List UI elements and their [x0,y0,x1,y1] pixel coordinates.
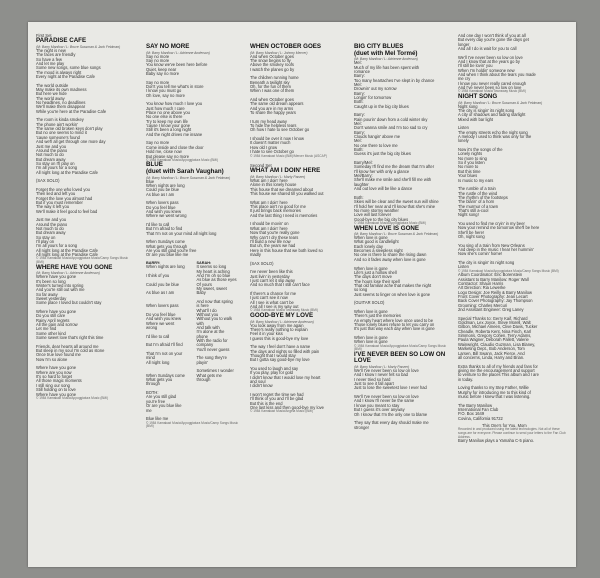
column-5 [458,34,568,443]
song-lyrics: Where have you gone It's been so long Winter's turned into spring And you're still out with me So far away Sweet yesterday Some place I loved but couldn't stay Where have you gone Do you still care Rainy April regrets All the pain and sorrow Let me find Some other kind Some sweet love that's right this time Friends, dear hearts all around me But sleep in my soul I'm cold as stone Once true love found me Now I'm so alone Where have you gone Where are you now It's so hard to forget All those magic moments I still sing our song Still holding on to love Where have you gone [36,274,105,397]
copyright-note: © 1984 Kamakazi Music/Appoggiatura Music (BMI) [36,395,109,400]
second-set-label: Second Set [250,163,272,169]
song-title-night-song: NIGHT SONG [458,93,498,101]
song-title-blue: BLUE [146,161,163,169]
song-lyrics: Mel: Much of my life has been spent with romance Barry: Too many heartaches I've slept in by chance Mel: Drownin' out my sorrow Barry: Longin' for tomorrow Both: Caught up in the big city blues Barry: Rain pourin' down from a cold winter sky Mel: Don't wanna smile and I'm too sad to cry Barry: Clouds hangin' above me Mel: No one there to love me Both: Guess it's just the big city blues Barry/Mel: Someday I'll find me the dream that I'm after I'll know her with only a glance Mel/Barry: She'll make me smile and she'll fill me with laughter And out love will be like a dance Both: Skies will be clear and the sweet sun will shine I'll hold her near and I'll know that she's mine No more stormy weather Love will last forever Good-bye to the big city blues [354,60,439,222]
duet-lyrics-sarah: It seems so long My heart is aching And I'm oh so blue As blue as those eyes Of yours My sweet, sweet Baby And now that spring is here What'll I do Without you Without you to walk with And talk with I'm alone at the phone With the radio for company You'll never guess The song they're playin' Sometimes I wonder What gets me through [196,264,237,383]
song-title-say-no-more: SAY NO MORE [146,43,190,50]
column-2 [146,34,243,429]
song-credit: (M: Barry Manilow / L: Adrienne Anderson) [250,319,314,324]
song-title-ive-never-been-so-low-on-love: I'VE NEVER BEEN SO LOW ON LOVE [354,350,447,365]
song-lyrics: We'll I've never been so low on love And I know I never felt so bad I never tried so hard Just to see it fall apart Just to lose the sweetest love I ever had We'll I've never been so low on love And I know I'll never be the same I know you meant to stay But I guess it's over anyway Oh I know that I'm the only one to blame They say that every day should make me stronger [354,368,429,430]
song-credit: (M: Barry Manilow / L: Marty Panzer) [250,175,306,180]
song-title-when-love-is-gone: WHEN LOVE IS GONE [354,224,419,232]
album-credits: Album Coordinator: Eric Borenstein Assistant to Barry Manilow: Roger Wall Contractor: Shaun Harris Art Direction: Ria Lewerke Logo Design: Joe Reilly & Barry Manilow Front Cover Photography: Jean Lecart Back Cover Photography: Jay Thompson Grooming: Charles Mercuri 2nd Assistant Engineer: Greg Laney Special Thanks to: Gerry Kaif, Richard Goldman, Lex Joyce, Steve Morell, Walt Gilbon, Michael Ameen, Clive Davis, Tucker Cheadle, Roberta Kent, Nina Finch, Karl Simmons, Gregory Cohen, Terry Adams, Paula Wagner, Deborah Pallett, Valerie Wainwright, Claudio Guzman, Lisa Blaney, Marketing Dept., Bob Anderson, Tom Larsen, Bill Swann, Jack Pierce, And all concerns, Linda, Harry and Brian. Extra thanks to all of my friends and fans for giving me the encouragement and support to venture to the places This album and I are in today. Loving thanks to my Step Father, Willie Murphy for introducing me to this kind of music before I knew that I was listening. The Barry Manilow International Fan Club P.O. Box 1649 Covina, California 91722 [458,272,539,421]
song-credit: (M: Barry Manilow / L: Adrienne Anderson) [354,57,418,62]
song-credit: (M: Barry Manilow / L: Bruce Sussman & Jack Feldman) [354,232,439,237]
duet-label-sarah: SARAH: [196,260,212,265]
song-subtitle-duet: (duet with Sarah Vaughan) [146,168,224,176]
piano-note: Barry Manilow plays a Yamaha C-5 piano. [458,438,535,444]
song-title-paradise-cafe: PARADISE CAFE [36,37,87,45]
song-title-good-bye-my-love: GOOD-BYE MY LOVE [250,311,314,319]
song-lyrics: The night is new The faces are friendly So have a few And let me play Some new songs, some blue songs The mood is always right Every night at the Paradise Cafe The world outside May make its own madness But here we hide The world away No headlines, no deadlines We'll make them disappear While you're here at the Paradise Cafe The room is kinda smokey The phone ain't workin' The same old broken keys don't play But no one seems to mind it 'cause someone's found And we'll all get through one more day Just me and you Around the piano Not much to do But dream away So stay on I'll play on I'm all yours for a song All night long at the Paradise Cafe (SAX SOLO) Forget the one who loved you Then lied and left you Forget the love you almost had But if you must remember The way it left you We'll make it feel good to feel bad Just me and you Around the piano Not much to do But dream away So stay on I'll play on I'm all yours for a song All night long at the Paradise Cafe All night long at the Paradise Cafe [36,47,107,258]
column-4 [354,34,451,430]
song-lyrics-continued: And one day I won't think of you at all But every day you're gone the days get longer And all I do is wait for you to call We'll I've never been so low on love And I know that at the years go by I'll still be lovin' you When I'm holdin' someone new And when I think about the tears you made me cry I know you never really cared enough And I've never been so low on love [458,33,536,91]
copyright-note: © 1984 Kamakazi Music/Appoggiatura Music/Camp Songs Music (BMI) [146,420,239,429]
duet-parts [146,261,243,422]
song-lyrics: Blue When nights are long Could you be blue As blue as I am When lovers pass Do you feel blue And wish you knew Where we went wrong I'd like to call But I'm afraid to find That I'm not on your mind all night long When Sundays come What gets you through Are you still glad you're free Or are you blue like me [146,178,217,258]
dedication: This One's for You, Mom [482,423,527,428]
album-lyric-sleeve [28,22,576,567]
copyright-note: © 1984 Kamakazi Music (BMI)/Mercer Music (ASCAP) [250,153,327,158]
song-subtitle-duet: (duet with Mel Tormé) [354,49,418,57]
song-title-what-am-i-doin-here: WHAT AM I DOIN' HERE [250,167,321,175]
copyright-note: © 1984 Kamakazi Music/Angela Music (BMI) [250,409,314,414]
song-lyrics: When love is gone What good is candlelight Each lonely day Becomes a sleepless night No one is there to share the rising dawn And so it fades away when love is gone When love is gone Life's just a hollow shell The days don't move The hours lose their spell That old familiar ache that makes the night so long Just seems to linger on when love is gone (GUITAR SOLO) When love is gone There's just the memories An empty heart where love once used to be Those lonely blues refuse to let you carry on It's just that way each day when love is gone When love is gone When love is gone [354,235,435,345]
song-title-where-have-you-gone: WHERE HAVE YOU GONE [36,263,113,271]
column-1 [36,34,133,400]
song-credit: (M: Barry Manilow / L: Adrienne Anderson) [36,271,100,276]
song-credit: (M: Barry Manilow / L: Adrienne Anderson) [146,50,210,55]
song-lyrics: Night song The city is singin' its night song A city of shadows and fading starlight Mixed with bar light Listen The empty streets echo the night song A melody I used to think was only for the lonely Now it's the songs of the Lonely nights No more to sing So if you listen No more to But this time Your blues Is music to my ears The rumble of a train The rustle of the wind The rhythm of the footsteps The blarin' of a horn The murmur of a town That's still a-cool Night song! You used to find me cryin' in my beer Now your remind me tomorrow she'll be here She'll be here! Oh, night song You sing of a train from New Orleans And deep in the music I hear her hummin' Now she's comin' home! The city is singin' its night song Listen [458,103,540,270]
copyright-note: © 1984 Kamakazi Music/Appoggiatura Music/Camp Songs Music (BMI) [458,268,559,273]
song-credit: (M: Barry Manilow / L: Bruce Sussman & Jack Feldman) [146,175,231,180]
copyright-note: © 1984 Kamakazi Music/Appoggiatura Music/Camp Songs Music (BMI) [36,256,129,265]
copyright-note: © 1984 Kamakazi Music/Townsway Music (BMI) [250,308,318,313]
song-credit: (M: Barry Manilow / L: Bruce Sussman & Jack Feldman) [36,44,121,49]
song-lyrics: You look away from me again There's really nothing to explain Feel it in your kiss I guess this is good-bye my love The way I feel don't have a name The days and nights so filled with pain Thought that I would stay But I gotta say good-bye my love You used to laugh and say If you play, play for gold I didn't know that I would lose my heart and soul I didn't know I won't regret the time we had I'll think of you and I'll be glad But this is the end One last kiss and then good-bye my love [250,322,324,411]
copyright-note: © 1984 Kamakazi Music/Appoggiatura Music (BMI) [354,220,427,225]
duet-part-barry [146,261,193,422]
copyright-note: © 1984 Kamakazi Music/Appoggiatura Music (BMI) [146,157,219,162]
duet-lyrics-barry: When nights are long I think of you Could you be blue As blue as I am When lovers pass Do you feel blue And wish you knew Where we went wrong I'd like to call But I'm afraid I'll find That I'm not on your mind All night long When Sundays come What gets you through BOTH: Are you still glad you're free Or are you blue like me Blue like me [146,264,185,422]
duet-label-barry: BARRY: [146,260,161,265]
song-credit: (M: Barry Manilow / L: Marty Panzer) [354,365,410,370]
duet-part-sarah [197,261,244,422]
song-title-when-october-goes: WHEN OCTOBER GOES [250,43,322,50]
song-lyrics: Say no more Say no more You know we've been here before Quiet, keep near Baby say no more Say no more Don't you tell me what's in store I know you must go Oh love, say no more You know how much I love you Just how much I care Place no one above you No one else is there Try to keep my own life 'cause I know your gone Still it's been a long night And the night drives me insane Say no more Come inside and close the door Hold me, close now But please say no more [146,53,208,159]
copyright-note: © 1984 Kamakazi Music/Appoggiatura Music/Camp Songs Music (BMI) [354,343,447,352]
song-credit: (M: Barry Manilow / L: Johnny Mercer) [250,50,308,55]
song-title-big-city-blues: BIG CITY BLUES [354,43,404,50]
fine-print: Recorded in and produced using the latest technologies. Not all of these songs are for everyone. Please continue to send your letters to the Fan Club Address. [458,427,567,439]
song-lyrics: And when October goes The snow begins to fly Above the smokey roofs I watch the planes go by The children running home Beneath a twilight sky Oh, for the fun of them When I was one of them And when October goes The same old dream appears And you are in my arms To share the happy years I turn my head away To hide the helpless tears Oh how I hate to see October go I should be over it now I know It doesn't matter much How old I grow I hate to see October go [250,53,310,155]
song-lyrics: What am I doin' here Alone in this lonely house This house that we dreamed about This house we shared till you walked out What am I doin' here This place ain't no good for me It just brings back memories And the last thing I need is memories I should be movin' on What am I doin' here Now that you're really gone Why can't I dry these tears I'll build a new life now But uh, the years we had Here in this house that we both loved so madly (SAX SOLO) I've never been like this Just livin' in yesterday I just can't let it slip away And so much that I still can't face If there's a chance for me I just can't see it now All I see is what can't be And all I see is my way out [250,178,324,309]
song-credit: (M: Barry Manilow / L: Bruce Sussman & Jack Feldman) [458,100,543,105]
column-3 [250,34,347,414]
copyright-note: © 1984 Kamakazi Music/Townsway Music (BMI) [458,89,526,94]
first-set-label: First Set [36,33,52,38]
